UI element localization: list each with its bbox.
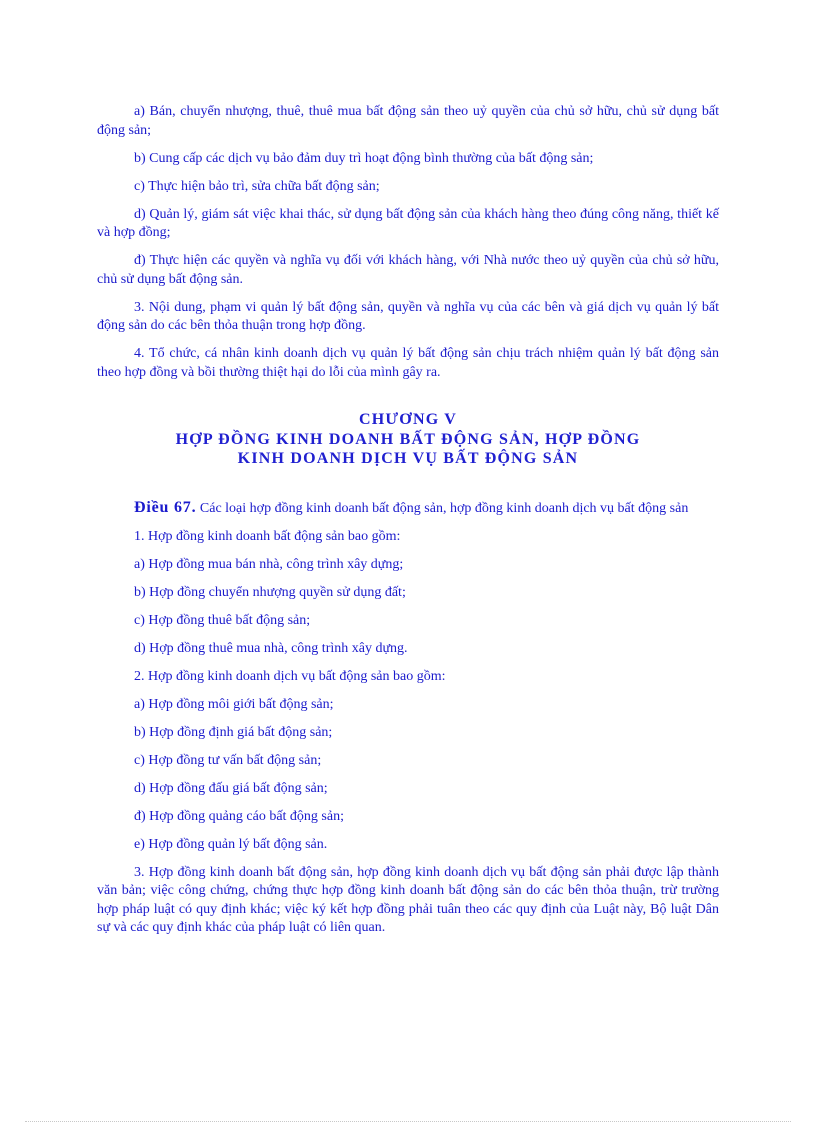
- paragraph-a-sell-lease: a) Bán, chuyển nhượng, thuê, thuê mua bất động sản theo uỷ quyền của chủ sở hữu, chủ sử dụng bất động sản;: [97, 104, 719, 138]
- article-item-2: 2. Hợp đồng kinh doanh dịch vụ bất động sản bao gồm:: [134, 668, 446, 684]
- article-item-2b: b) Hợp đồng định giá bất động sản;: [134, 724, 333, 740]
- article-item-2dd: đ) Hợp đồng quảng cáo bất động sản;: [134, 808, 344, 824]
- article-item-3: 3. Hợp đồng kinh doanh bất động sản, hợp đồng kinh doanh dịch vụ bất động sản phải được lập thành văn bản; việc công chứng, chứng thực hợp đồng kinh doanh bất động sản do các bên thỏa thuận, trừ trường hợp pháp luật có quy định khác; việc ký kết hợp đồng phải tuân theo các quy định của Luật này, Bộ luật Dân sự và các quy định khác của pháp luật có liên quan.: [97, 864, 719, 935]
- chapter-number: CHƯƠNG V: [358, 411, 458, 428]
- paragraph-c-maintenance: c) Thực hiện bảo trì, sửa chữa bất động sản;: [134, 178, 380, 194]
- chapter-title-line2: KINH DOANH DỊCH VỤ BẤT ĐỘNG SẢN: [237, 450, 579, 467]
- document-body: [97, 103, 719, 947]
- paragraph-d-management: d) Quản lý, giám sát việc khai thác, sử dụng bất động sản của khách hàng theo đúng công năng, thiết kế và hợp đồng;: [97, 206, 719, 240]
- paragraph-3-content-scope: 3. Nội dung, phạm vi quản lý bất động sản, quyền và nghĩa vụ của các bên và giá dịch vụ quản lý bất động sản do các bên thỏa thuận trong hợp đồng.: [97, 299, 719, 333]
- article-item-2c: c) Hợp đồng tư vấn bất động sản;: [134, 752, 322, 768]
- article-item-1c: c) Hợp đồng thuê bất động sản;: [134, 612, 311, 628]
- article-title: Các loại hợp đồng kinh doanh bất động sản, hợp đồng kinh doanh dịch vụ bất động sản: [196, 500, 689, 516]
- article-item-1: 1. Hợp đồng kinh doanh bất động sản bao gồm:: [134, 528, 401, 544]
- chapter-heading: [97, 410, 719, 469]
- page-bottom-divider: [25, 1121, 791, 1122]
- paragraph-4-responsibility: 4. Tổ chức, cá nhân kinh doanh dịch vụ quản lý bất động sản chịu trách nhiệm quản lý bất động sản theo hợp đồng và bồi thường thiệt hại do lỗi của mình gây ra.: [97, 346, 719, 380]
- article-item-2a: a) Hợp đồng môi giới bất động sản;: [134, 696, 334, 712]
- article-label: Điều 67.: [134, 498, 197, 516]
- article-item-1a: a) Hợp đồng mua bán nhà, công trình xây dựng;: [134, 556, 404, 572]
- article-item-1b: b) Hợp đồng chuyển nhượng quyền sử dụng đất;: [134, 584, 406, 600]
- paragraph-b-provide-services: b) Cung cấp các dịch vụ bảo đảm duy trì hoạt động bình thường của bất động sản;: [134, 150, 594, 166]
- article-item-2d: d) Hợp đồng đấu giá bất động sản;: [134, 780, 328, 796]
- article-item-1d: d) Hợp đồng thuê mua nhà, công trình xây dựng.: [134, 640, 408, 656]
- paragraph-dd-rights-obligations: đ) Thực hiện các quyền và nghĩa vụ đối với khách hàng, với Nhà nước theo uỷ quyền của chủ sở hữu, chủ sử dụng bất động sản.: [97, 253, 719, 287]
- article-heading: [97, 499, 719, 519]
- chapter-title-line1: HỢP ĐỒNG KINH DOANH BẤT ĐỘNG SẢN, HỢP ĐỒNG: [175, 430, 641, 448]
- article-item-2e: e) Hợp đồng quản lý bất động sản.: [134, 836, 328, 852]
